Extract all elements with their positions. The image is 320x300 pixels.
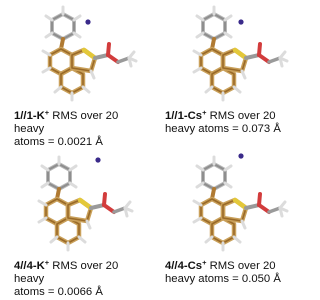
charge-superscript: + bbox=[44, 108, 50, 117]
panel-caption bbox=[14, 110, 151, 149]
panel-caption bbox=[165, 260, 302, 286]
panel-caption bbox=[14, 260, 151, 299]
complex-label: 4-K bbox=[26, 260, 45, 272]
panel-4-k-complex bbox=[0, 150, 151, 300]
label-separator: // bbox=[20, 110, 27, 122]
charge-superscript: + bbox=[202, 108, 207, 117]
compound-number: 4 bbox=[14, 260, 21, 272]
caption-line-2: atoms = 0.0066 Å bbox=[14, 286, 103, 298]
caption-line-1: RMS over 20 heavy bbox=[14, 260, 119, 285]
caption-line-2: heavy atoms = 0.050 Å bbox=[165, 273, 281, 285]
label-separator: // bbox=[171, 260, 178, 272]
caption-line-1: RMS over 20 heavy bbox=[14, 110, 119, 135]
label-separator: // bbox=[171, 110, 178, 122]
compound-number: 1 bbox=[14, 110, 21, 122]
charge-superscript: + bbox=[44, 258, 50, 267]
cation-sphere bbox=[238, 153, 243, 158]
molecule-model bbox=[0, 0, 151, 108]
charge-superscript: + bbox=[202, 258, 207, 267]
caption-line-1: RMS over 20 bbox=[206, 110, 276, 122]
panel-1-cs-complex bbox=[151, 0, 302, 150]
molecule-model bbox=[151, 0, 302, 108]
caption-line-2: heavy atoms = 0.073 Å bbox=[165, 123, 281, 135]
complex-label: 1-Cs bbox=[177, 110, 203, 122]
panel-caption bbox=[165, 110, 302, 136]
panel-4-cs-complex bbox=[151, 150, 302, 300]
complex-label: 1-K bbox=[26, 110, 45, 122]
panel-1-k-complex bbox=[0, 0, 151, 150]
cation-sphere bbox=[85, 19, 90, 24]
complex-label: 4-Cs bbox=[177, 260, 203, 272]
molecule-model bbox=[0, 150, 151, 258]
caption-line-2: atoms = 0.0021 Å bbox=[14, 136, 103, 148]
compound-number: 1 bbox=[165, 110, 172, 122]
cation-sphere bbox=[238, 19, 243, 24]
caption-line-1: RMS over 20 bbox=[206, 260, 276, 272]
label-separator: // bbox=[20, 260, 27, 272]
molecule-model bbox=[151, 150, 302, 258]
cation-sphere bbox=[95, 157, 100, 162]
compound-number: 4 bbox=[165, 260, 172, 272]
